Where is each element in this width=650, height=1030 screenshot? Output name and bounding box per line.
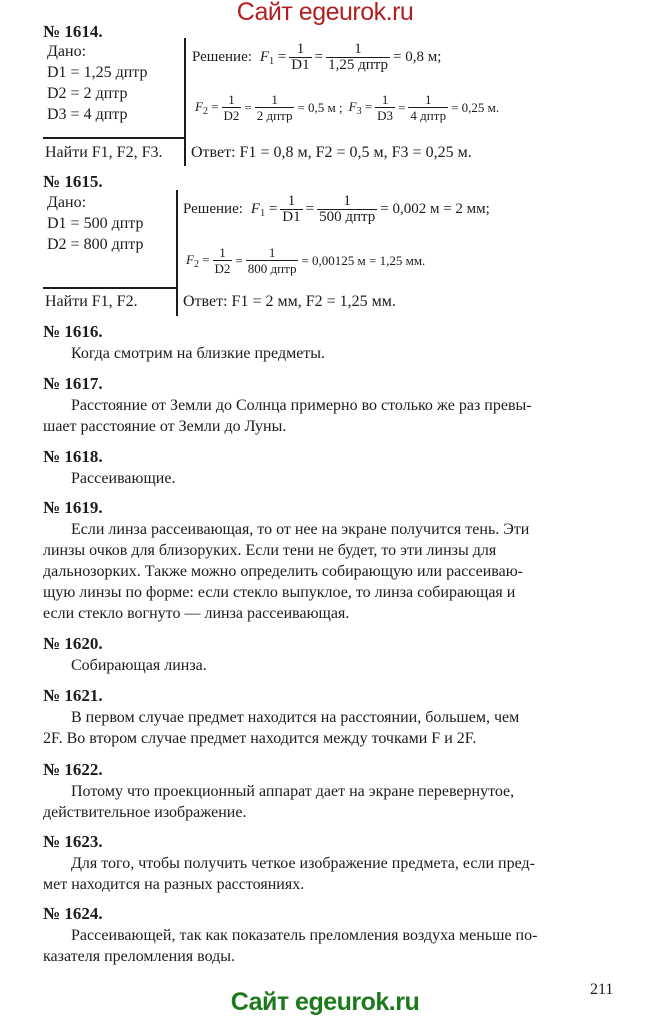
p1615-f2-den: D2 (214, 261, 231, 276)
p1614-equation-f1: Решение: $F_1$ = $\frac{1}{D1}$ = $\frac{1}{\text{1,25 дптр}}$ = 0,8 м; (192, 41, 442, 73)
p1614-answer: Ответ: F1 = 0,8 м, F2 = 0,5 м, F3 = 0,25 м. (191, 144, 472, 161)
p1614-f2-one: 1 (228, 92, 235, 107)
answer-1619-line: щую линзы по форме: если стекло выпуклое, то линза собирающая и (43, 584, 516, 601)
watermark-top: Сайт egeurok.ru (236, 0, 414, 26)
p1614-f1-num2: 1 (354, 41, 362, 57)
p1615-given-d1: D1 = 500 дптр (47, 215, 144, 232)
p1614-f2-num2: 1 (271, 92, 278, 107)
p1614-equation-f2-f3: $F_2$ = $\frac{1}{D2}$ = $\frac{1}{\text{2 дптр}}$ = 0,5 м ; $F_3$ = $\frac{1}{D3}$ = $\frac{1}{\text{4 дптр}}$ = 0,25 м. (195, 92, 500, 123)
problem-1623-number: № 1623. (43, 832, 103, 851)
answer-1619-line: если стекло вогнуто — линза рассеивающая. (43, 605, 350, 622)
p1615-answer: Ответ: F1 = 2 мм, F2 = 1,25 мм. (183, 293, 396, 310)
p1615-f1-result: = 0,002 м = 2 мм; (380, 201, 490, 217)
p1614-solution-label: Решение: (192, 49, 252, 65)
p1614-f3-den: D3 (377, 108, 394, 123)
p1614-f3-one: 1 (381, 92, 389, 107)
p1614-f1-den2: 1,25 дптр (328, 57, 388, 73)
problem-1624-number: № 1624. (43, 904, 103, 923)
problem-1619-number: № 1619. (43, 498, 103, 517)
answer-1619-line: дальнозорких. Также можно определить собирающую или рассеиваю- (43, 563, 523, 580)
p1615-divider-vertical (176, 190, 178, 316)
p1615-equation-f1: Решение: $F_1$ = $\frac{1}{D1}$ = $\frac{1}{\text{500 дптр}}$ = 0,002 м = 2 мм; (183, 193, 490, 225)
page-number: 211 (590, 981, 614, 998)
answer-1624-line: казателя преломления воды. (43, 948, 235, 965)
p1615-f1-den2: 500 дптр (319, 209, 376, 225)
problem-1621-number: № 1621. (43, 686, 103, 705)
problem-1614-number: № 1614. (43, 22, 103, 41)
p1615-f2-one: 1 (219, 245, 226, 260)
p1614-f2-result: = 0,5 м ; (297, 99, 343, 115)
p1614-f1-one: 1 (296, 41, 305, 57)
answer-1622-line: Потому что проекционный аппарат дает на экране перевернутое, (71, 783, 515, 800)
watermark-bottom: Сайт egeurok.ru (230, 988, 420, 1016)
p1615-f1-num2: 1 (343, 193, 351, 209)
p1615-f2-result: = 0,00125 м = 1,25 мм. (301, 252, 426, 268)
answer-1617-line: шает расстояние от Земли до Луны. (43, 418, 287, 435)
problem-1622-number: № 1622. (43, 760, 103, 779)
p1614-f3-result: = 0,25 м. (451, 99, 500, 115)
p1615-f1-one: 1 (287, 193, 296, 209)
p1615-given-d2: D2 = 800 дптр (47, 236, 144, 253)
answer-1621-line: В первом случае предмет находится на расстоянии, большем, чем (71, 709, 520, 726)
answer-1624-line: Рассеивающей, так как показатель преломления воздуха меньше по- (71, 927, 538, 944)
answer-1619-line: линзы очков для близоруких. Если тени не будет, то эти линзы для (43, 542, 497, 559)
p1615-find: Найти F1, F2. (45, 293, 138, 310)
problem-1620-number: № 1620. (43, 634, 103, 653)
problem-1617-number: № 1617. (43, 374, 103, 393)
p1614-given-d1: D1 = 1,25 дптр (47, 64, 148, 81)
answer-1618-line: Рассеивающие. (71, 470, 176, 487)
p1614-find: Найти F1, F2, F3. (45, 144, 163, 161)
problem-1615-number: № 1615. (43, 172, 103, 191)
p1615-equation-f2: $F_2$ = $\frac{1}{D2}$ = $\frac{1}{\text{800 дптр}}$ = 0,00125 м = 1,25 мм. (186, 245, 426, 276)
p1614-f3-num2: 1 (424, 92, 432, 107)
answer-1622-line: действительное изображение. (43, 804, 247, 821)
answer-1616-line: Когда смотрим на близкие предметы. (71, 345, 326, 362)
p1615-f2-num2: 1 (268, 245, 276, 260)
answer-1621-line: 2F. Во втором случае предмет находится между точками F и 2F. (43, 730, 477, 747)
p1614-given-label: Дано: (47, 43, 87, 60)
p1614-given-d3: D3 = 4 дптр (47, 106, 128, 123)
p1615-given-label: Дано: (47, 194, 87, 211)
p1614-f2-den2: 2 дптр (256, 108, 293, 123)
p1614-f2-den: D2 (223, 108, 240, 123)
p1614-f1-result: = 0,8 м; (393, 49, 442, 65)
p1614-divider-vertical (184, 38, 186, 166)
answer-1623-line: мет находится на разных расстояниях. (43, 876, 305, 893)
answer-1620-line: Собирающая линза. (71, 657, 207, 674)
p1614-divider-horizontal (43, 137, 186, 139)
p1615-f1-den: D1 (282, 209, 301, 225)
p1614-f1-den: D1 (291, 57, 310, 73)
p1614-f3-den2: 4 дптр (410, 108, 447, 123)
p1615-divider-horizontal (43, 287, 178, 289)
p1614-given-d2: D2 = 2 дптр (47, 85, 128, 102)
problem-1616-number: № 1616. (43, 322, 103, 341)
p1615-solution-label: Решение: (183, 201, 243, 217)
answer-1619-line: Если линза рассеивающая, то от нее на экране получится тень. Эти (71, 521, 530, 538)
p1615-f2-den2: 800 дптр (247, 261, 297, 276)
problem-1618-number: № 1618. (43, 447, 103, 466)
answer-1623-line: Для того, чтобы получить четкое изображение предмета, если пред- (71, 855, 535, 872)
answer-1617-line: Расстояние от Земли до Солнца примерно во столько же раз превы- (71, 397, 532, 414)
